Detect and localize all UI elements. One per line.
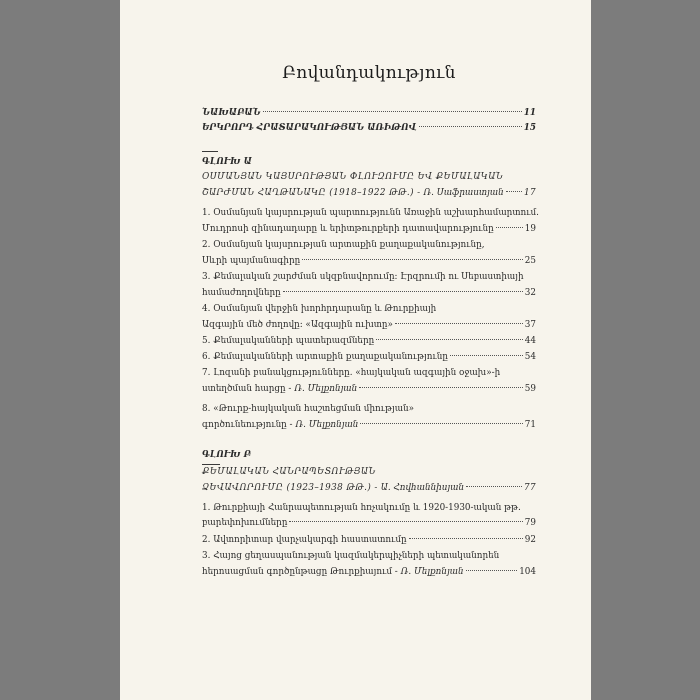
toc-entry-l1: 8. «Թուրք-հայկական հաշտեցման միության» — [202, 404, 415, 414]
chapter-b-title-line2[interactable]: ՁԵՎԱՎՈՐՈՒՄԸ (1923–1938 ԹԹ.) - Ա. Հովհաննիսյան 77 — [202, 483, 536, 493]
page-number: 19 — [524, 224, 536, 234]
page-number: 71 — [524, 420, 536, 430]
dot-leader — [496, 227, 523, 228]
toc-entry-l1: 2. Օսմանյան կայսրության արտաքին քաղաքականությունը, — [202, 240, 485, 250]
toc-entry-second-edition[interactable] — [202, 121, 536, 135]
toc-entry[interactable]: գործունեությունը - Ռ. Մելքոնյան 71 — [202, 420, 536, 430]
toc-entry[interactable]: Ազգային մեծ ժողովը: «Ազգային ուխտը» 37 — [202, 320, 536, 330]
chapter-a-heading: ԳԼՈՒԽ Ա — [202, 157, 252, 167]
dot-leader — [395, 323, 523, 324]
toc-entry[interactable]: համաժողովները 32 — [202, 288, 536, 298]
page-number: 104 — [519, 567, 536, 577]
toc-entry-l1: 7. Լոզանի բանակցությունները. «հայկական ազգային օջախ»-ի — [202, 368, 501, 378]
dot-leader — [506, 191, 522, 192]
dot-leader — [466, 570, 518, 571]
dot-leader — [450, 355, 523, 356]
entry-author: Ռ. Մելքոնյան — [400, 567, 464, 577]
dot-leader — [263, 111, 522, 112]
dot-leader — [409, 538, 523, 539]
chapter-a-title-line1: ՕՍՄԱՆՅԱՆ ԿԱՅՍՐՈՒԹՅԱՆ ՓԼՈՒԶՈՒՄԸ ԵՎ ՔԵՄԱԼԱԿԱՆ — [202, 172, 504, 182]
toc-entry[interactable]: 6. Քեմալականների արտաքին քաղաքականությունը 54 — [202, 352, 536, 362]
toc-entry[interactable]: 2. Ավտորիտար վարչակարգի հաստատումը 92 — [202, 535, 536, 545]
toc-entry[interactable]: 5. Քեմալականների պատերազմները 44 — [202, 336, 536, 346]
dot-leader — [289, 521, 522, 522]
entry-author: Ա. Հովհաննիսյան — [380, 483, 465, 493]
dot-leader — [376, 339, 523, 340]
page-number: 44 — [524, 336, 536, 346]
page-number: 77 — [524, 483, 536, 493]
entry-author: Ռ. Մելքոնյան — [294, 384, 358, 394]
toc-entry[interactable]: բարեփոխումները 79 — [202, 518, 536, 528]
page-number: 32 — [524, 288, 536, 298]
page-number: 25 — [524, 256, 536, 266]
toc-entry-l1: 4. Օսմանյան վերջին խորհրդարանը և Թուրքիայի — [202, 304, 437, 314]
toc-entry[interactable]: Սևրի պայմանագիրը 25 — [202, 256, 536, 266]
toc-entry-l1: 3. Հայոց ցեղասպանության կազմակերպիչների պետականորեն — [202, 551, 500, 561]
dot-leader — [360, 423, 522, 424]
toc-entry-l1: 1. Թուրքիայի Հանրապետության հռչակումը և 1920-1930-ական թթ. — [202, 503, 521, 513]
page-number: 92 — [524, 535, 536, 545]
page-number: 17 — [524, 188, 536, 198]
chapter-b-title-line1: ՔԵՄԱԼԱԿԱՆ ՀԱՆՐԱՊԵՏՈՒԹՅԱՆ — [202, 467, 376, 477]
entry-title: ԵՐԿՐՈՐԴ ՀՐԱՏԱՐԱԿՈՒԹՅԱՆ ԱՌԻԹՈՎ — [202, 123, 417, 133]
toc-entry[interactable]: ստեղծման հարցը - Ռ. Մելքոնյան 59 — [202, 384, 536, 394]
page-title: Բովանդակություն — [282, 63, 456, 83]
page-number: 11 — [523, 108, 536, 118]
entry-author: Ռ. Սաֆրաստյան — [423, 188, 504, 198]
page-number: 79 — [524, 518, 536, 528]
toc-entry[interactable]: Մուդրոսի զինադադարը և երիտթուրքերի դատավարությունը 19 — [202, 224, 536, 234]
dot-leader — [419, 126, 522, 127]
dot-leader — [302, 259, 523, 260]
page-number: 54 — [524, 352, 536, 362]
entry-author: Ռ. Մելքոնյան — [295, 420, 359, 430]
toc-entry[interactable]: հերոսացման գործընթացը Թուրքիայում - Ռ. Մելքոնյան 104 — [202, 567, 536, 577]
dot-leader — [359, 387, 523, 388]
toc-entry-l1: 3. Քեմալական շարժման սկզբնավորումը: Էրզրումի ու Սեբաստիայի — [202, 272, 524, 282]
chapter-a-title-line2[interactable]: ՇԱՐԺՄԱՆ ՀԱՂԹԱՆԱԿԸ (1918–1922 ԹԹ.) - Ռ. Սաֆրաստյան 17 — [202, 188, 536, 198]
page-number: 37 — [524, 320, 536, 330]
page-number: 59 — [524, 384, 536, 394]
chapter-b-heading: ԳԼՈՒԽ Բ — [202, 450, 251, 460]
toc-entry-preface[interactable] — [202, 106, 536, 120]
dot-leader — [283, 291, 523, 292]
chapter-a-underline — [202, 151, 218, 152]
dot-leader — [466, 486, 522, 487]
entry-title: ՆԱԽԱԲԱՆ — [202, 108, 261, 118]
toc-entry-l1: 1. Օսմանյան կայսրության պարտությունն Առաջին աշխարհամարտում. — [202, 208, 539, 218]
page-number: 15 — [523, 123, 536, 133]
